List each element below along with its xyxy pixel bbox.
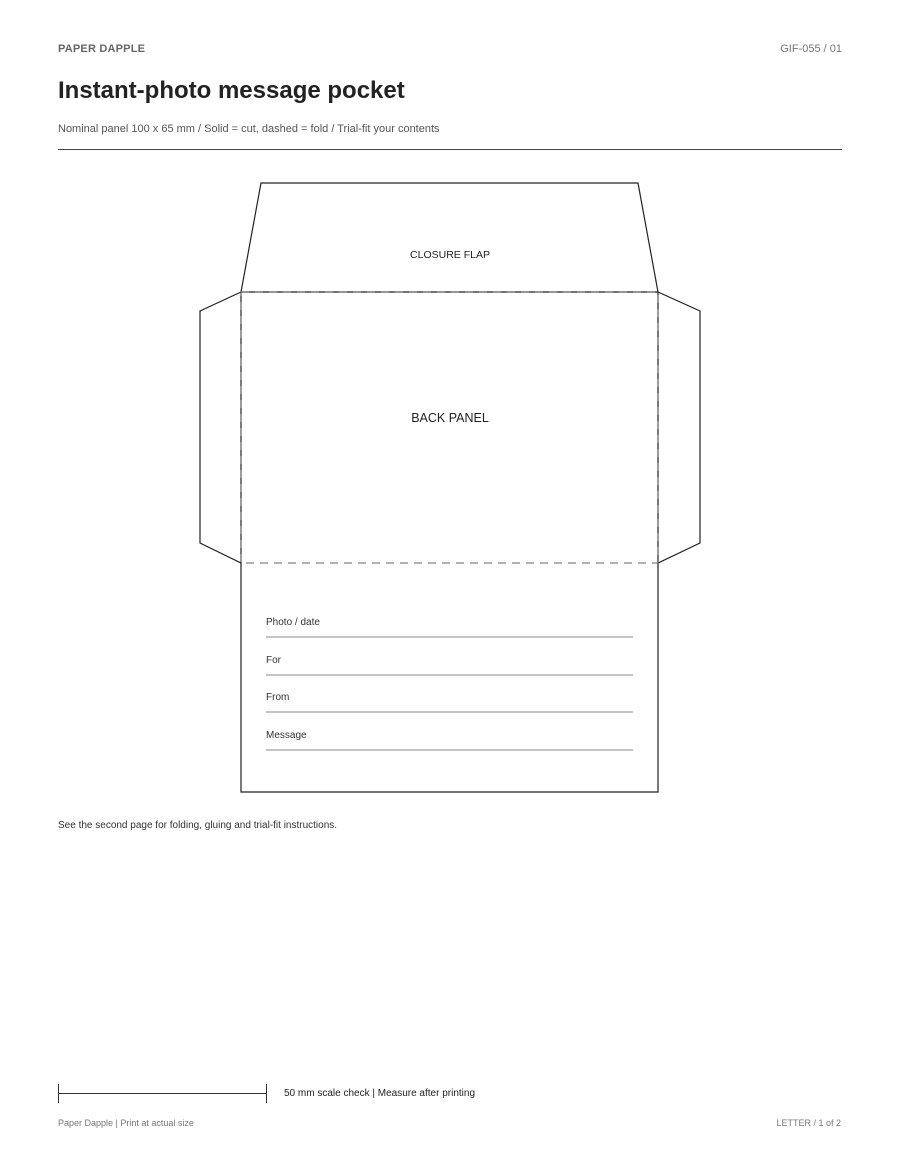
footer-brand: Paper Dapple | Print at actual size <box>58 1118 194 1128</box>
brand-name: PAPER DAPPLE <box>58 43 146 55</box>
left-side-flap-outline <box>200 292 241 563</box>
right-side-flap-outline <box>658 292 700 563</box>
scale-bar-line <box>58 1093 267 1094</box>
footer-page-info: LETTER / 1 of 2 <box>776 1118 841 1128</box>
scale-tick-end <box>266 1084 267 1103</box>
page-subtitle: Nominal panel 100 x 65 mm / Solid = cut, dashed = fold / Trial-fit your contents <box>58 123 440 135</box>
front-panel-outline <box>241 563 658 792</box>
field-label: Message <box>266 730 307 741</box>
field-label: From <box>266 692 290 703</box>
document-code: GIF-055 / 01 <box>780 43 842 55</box>
field-label: Photo / date <box>266 617 320 628</box>
field-label: For <box>266 655 281 666</box>
scale-check-label: 50 mm scale check | Measure after printing <box>284 1088 476 1099</box>
field-photo-date <box>266 617 633 637</box>
back-panel-label: BACK PANEL <box>411 411 489 425</box>
scale-check-bar <box>58 1084 268 1104</box>
closure-flap-outline <box>241 183 658 292</box>
field-message <box>266 730 633 750</box>
field-for <box>266 655 633 675</box>
instructions-note: See the second page for folding, gluing and trial-fit instructions. <box>58 820 338 831</box>
back-panel-fold-lines <box>241 292 658 563</box>
field-from <box>266 692 633 712</box>
page-title: Instant-photo message pocket <box>58 77 405 104</box>
closure-flap-label: CLOSURE FLAP <box>410 249 490 261</box>
